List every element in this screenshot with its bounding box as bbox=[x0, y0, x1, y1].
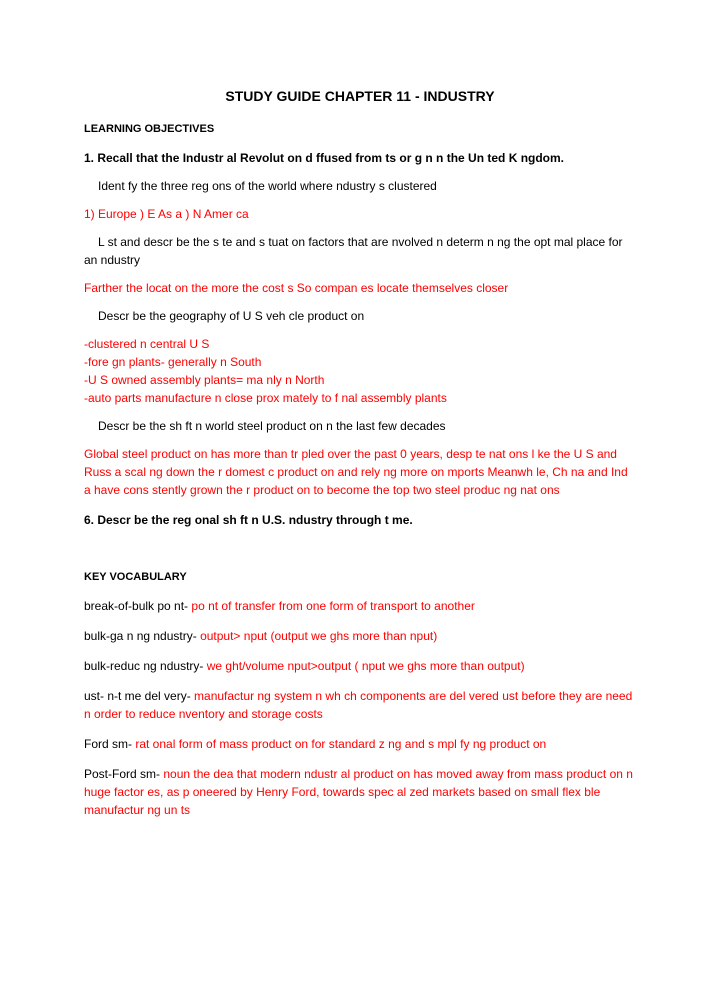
vocab-entry bbox=[84, 597, 636, 615]
vocab-definition: po nt of transfer from one form of transport to another bbox=[191, 599, 475, 613]
vocab-entry bbox=[84, 735, 636, 753]
vocab-definition: noun the dea that modern ndustr al product on has moved away from mass product on n huge factor es, as p oneered by Henry Ford, towards spec al zed markets based on small flex ble manufactur ng un ts bbox=[84, 767, 633, 817]
answer-4-line: -U S owned assembly plants= ma nly n North bbox=[84, 373, 325, 387]
question-5: Descr be the sh ft n world steel product on n the last few decades bbox=[98, 419, 446, 433]
question-2: Ident fy the three reg ons of the world where ndustry s clustered bbox=[98, 179, 437, 193]
key-vocabulary-heading: KEY VOCABULARY bbox=[84, 571, 187, 583]
vocab-definition: output> nput (output we ghs more than nput) bbox=[200, 629, 438, 643]
question-3: L st and descr be the s te and s tuat on factors that are nvolved n determ n ng the opt mal place for an ndustry bbox=[84, 235, 623, 267]
vocab-entry bbox=[84, 627, 636, 645]
vocab-term: bulk-ga n ng ndustry- bbox=[84, 629, 201, 643]
answer-4 bbox=[84, 335, 636, 407]
answer-4-line: -clustered n central U S bbox=[84, 337, 210, 351]
document-page bbox=[0, 87, 714, 1005]
vocab-term: bulk-reduc ng ndustry- bbox=[84, 659, 207, 673]
vocab-term: Ford sm- bbox=[84, 737, 136, 751]
answer-4-line: -fore gn plants- generally n South bbox=[84, 355, 262, 369]
page-title: STUDY GUIDE CHAPTER 11 - INDUSTRY bbox=[225, 88, 495, 104]
vocab-term: Post-Ford sm- bbox=[84, 767, 164, 781]
vocab-term: ust- n-t me del very- bbox=[84, 689, 195, 703]
answer-3: Farther the locat on the more the cost s So compan es locate themselves closer bbox=[84, 281, 509, 295]
vocab-term: break-of-bulk po nt- bbox=[84, 599, 192, 613]
vocab-entry bbox=[84, 687, 636, 723]
objective-1: 1. Recall that the Industr al Revolut on d ffused from ts or g n n the Un ted K ngdom. bbox=[84, 151, 565, 165]
vocab-entry bbox=[84, 657, 636, 675]
answer-5: Global steel product on has more than tr pled over the past 0 years, desp te nat ons l ke the U S and Russ a scal ng down the r domest c product on and rely ng more on mports Meanwh le, Ch na and Ind a have cons stently grown the r product on to become the top two steel produc ng nat ons bbox=[84, 447, 628, 497]
answer-4-line: -auto parts manufacture n close prox mately to f nal assembly plants bbox=[84, 391, 447, 405]
vocab-definition: rat onal form of mass product on for standard z ng and s mpl fy ng product on bbox=[135, 737, 547, 751]
learning-objectives-heading: LEARNING OBJECTIVES bbox=[84, 123, 215, 135]
vocab-definition: we ght/volume nput>output ( nput we ghs more than output) bbox=[206, 659, 525, 673]
objective-6: 6. Descr be the reg onal sh ft n U.S. ndustry through t me. bbox=[84, 513, 413, 527]
answer-2: 1) Europe ) E As a ) N Amer ca bbox=[84, 207, 249, 221]
vocab-entry bbox=[84, 765, 636, 819]
question-4: Descr be the geography of U S veh cle product on bbox=[98, 309, 365, 323]
vocab-definition: manufactur ng system n wh ch components are del vered ust before they are need n order to reduce nventory and storage costs bbox=[84, 689, 633, 721]
